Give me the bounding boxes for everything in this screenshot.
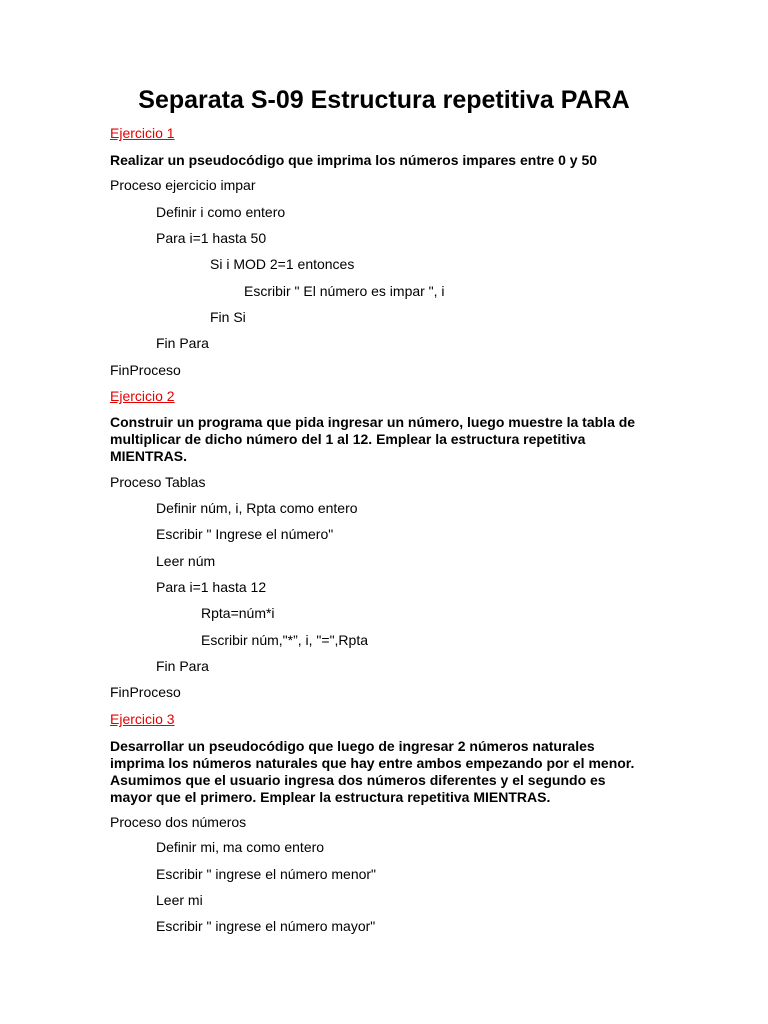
- code-line: Fin Para: [156, 335, 209, 351]
- code-line: Leer mi: [156, 892, 203, 908]
- code-line: Definir i como entero: [156, 204, 286, 220]
- code-line: Fin Para: [156, 658, 209, 674]
- exercise-2-heading: Ejercicio 2: [110, 388, 175, 404]
- code-line: Si i MOD 2=1 entonces: [210, 256, 355, 272]
- exercise-1-heading: Ejercicio 1: [110, 125, 175, 141]
- code-line: Para i=1 hasta 12: [156, 579, 267, 595]
- code-line: Escribir " ingrese el número mayor": [156, 918, 376, 934]
- page-title: Separata S-09 Estructura repetitiva PARA: [138, 86, 630, 114]
- code-line: FinProceso: [110, 362, 181, 378]
- code-line: Fin Si: [210, 309, 246, 325]
- code-line: Proceso ejercicio impar: [110, 177, 256, 193]
- code-line: Definir núm, i, Rpta como entero: [156, 500, 358, 516]
- code-line: Definir mi, ma como entero: [156, 839, 325, 855]
- code-line: Rpta=núm*i: [201, 605, 275, 621]
- code-line: Escribir núm,"*”, i, "=",Rpta: [201, 632, 369, 648]
- exercise-3-heading: Ejercicio 3: [110, 711, 175, 727]
- exercise-1-statement: Realizar un pseudocódigo que imprima los números impares entre 0 y 50: [110, 152, 598, 168]
- exercise-3-statement: Desarrollar un pseudocódigo que luego de ingresar 2 números naturales imprima los números naturales que hay entre ambos empezando por el menor. Asumimos que el usuario ingresa dos números diferentes y el segundo es mayor que el primero. Emplear la estructura repetitiva MIENTRAS.: [110, 738, 635, 805]
- code-line: Proceso Tablas: [110, 474, 206, 490]
- exercise-2-statement: Construir un programa que pida ingresar un número, luego muestre la tabla de multiplicar de dicho número del 1 al 12. Emplear la estructura repetitiva MIENTRAS.: [110, 414, 636, 464]
- code-line: Escribir " ingrese el número menor": [156, 866, 377, 882]
- code-line: Escribir " Ingrese el número": [156, 526, 334, 542]
- code-line: Proceso dos números: [110, 814, 247, 830]
- code-line: Leer núm: [156, 553, 216, 569]
- code-line: Escribir " El número es impar ", i: [244, 283, 445, 299]
- code-line: FinProceso: [110, 684, 181, 700]
- code-line: Para i=1 hasta 50: [156, 230, 267, 246]
